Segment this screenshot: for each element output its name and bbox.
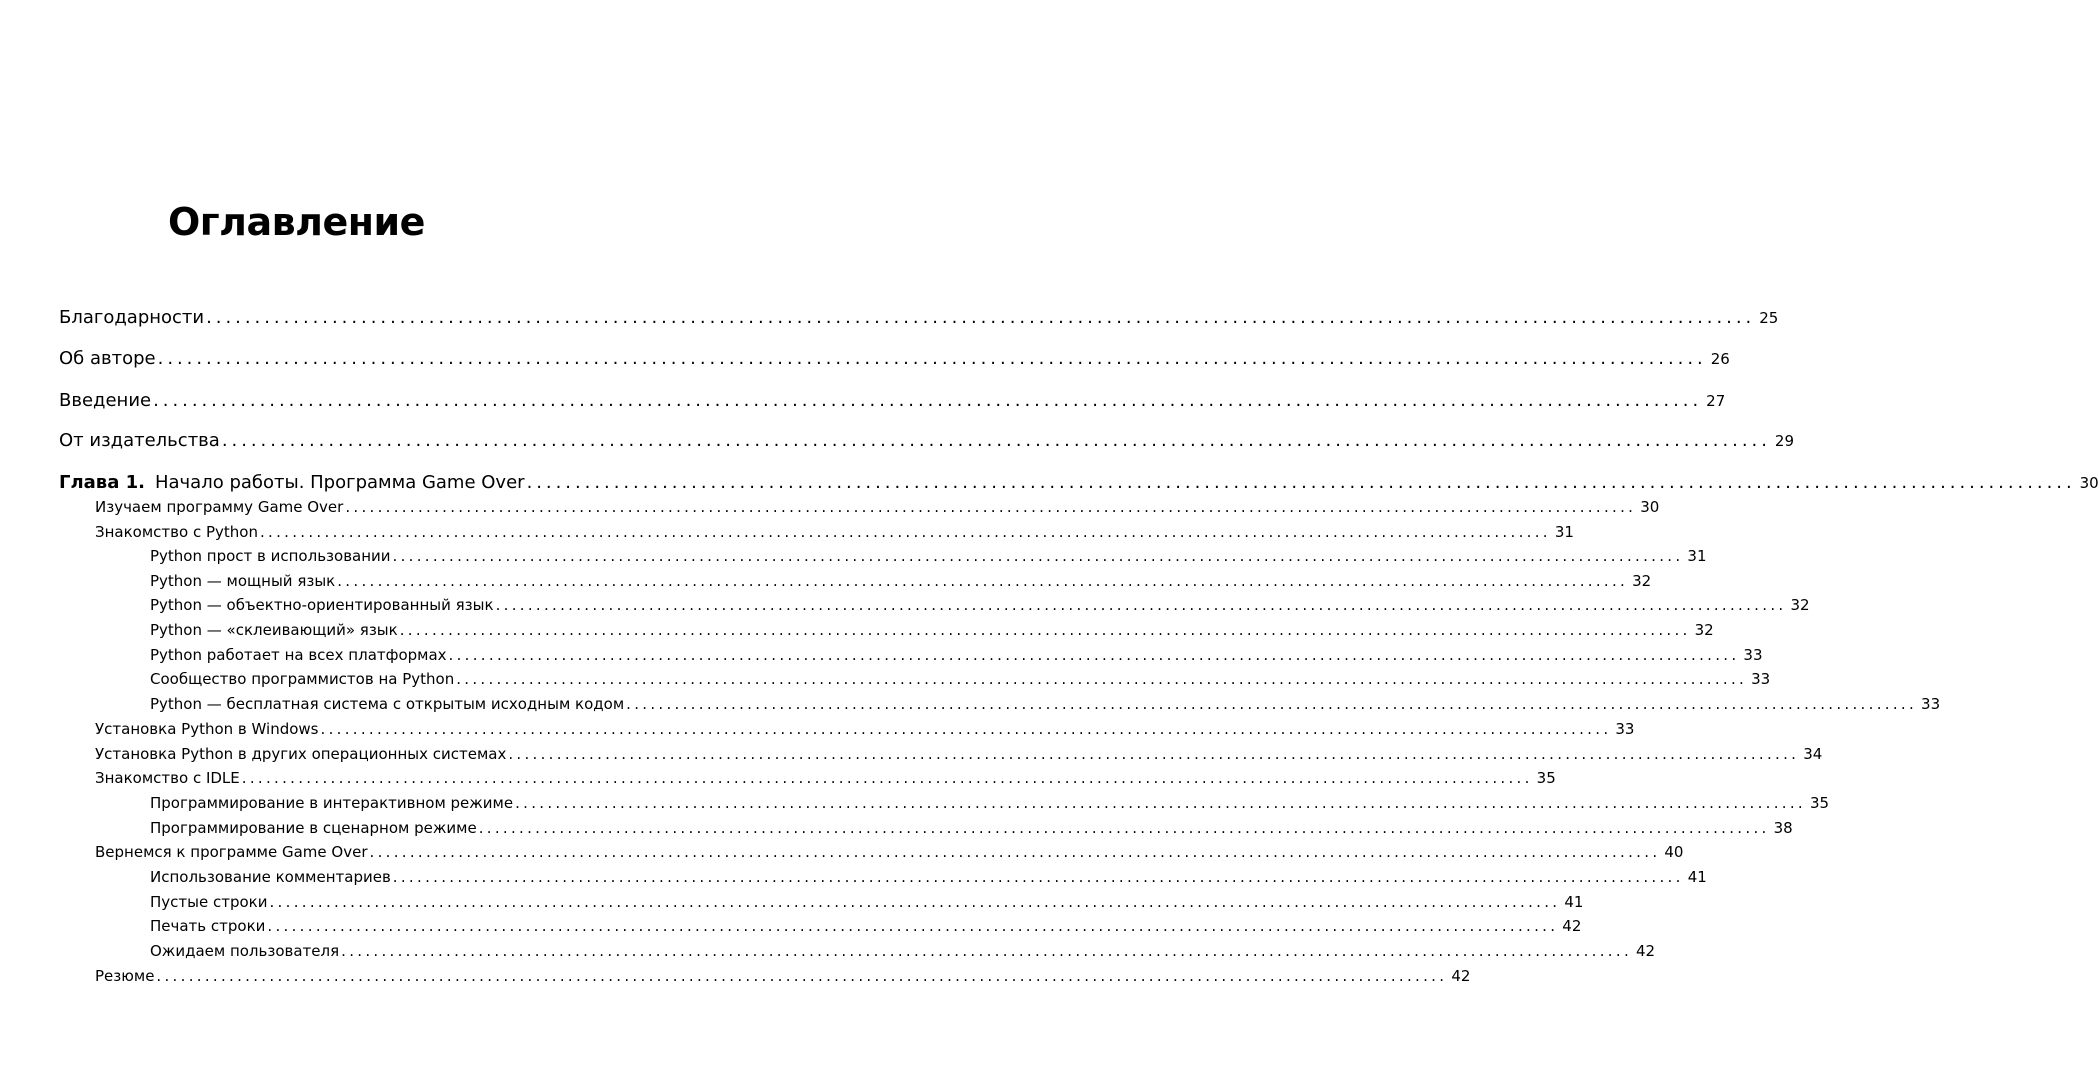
toc-subentry[interactable] [95,843,1684,861]
toc-page-number: 25 [1759,309,1779,327]
toc-entry-label: Об авторе [59,348,156,369]
toc-subentry[interactable] [150,572,1652,590]
chapter-number: Глава 1. [59,472,145,493]
toc-subentry[interactable] [95,745,1823,763]
toc-entry-label: Python прост в использовании [150,547,391,565]
dot-leader: ................................................................................................................................................................ [508,745,1800,763]
toc-subentry[interactable] [150,547,1707,565]
toc-page-number: 27 [1706,392,1726,410]
toc-page-number: 42 [1562,917,1582,935]
toc-entry-label: Знакомство с IDLE [95,769,240,787]
toc-page-number: 32 [1632,572,1652,590]
toc-subentry[interactable] [150,596,1810,614]
toc-page-number: 32 [1694,621,1714,639]
toc-page-number: 29 [1774,432,1794,450]
dot-leader: ................................................................................................................................................................ [259,523,1551,541]
toc-entry-label: Python — мощный язык [150,572,336,590]
dot-leader: ................................................................................................................................................................ [157,348,1707,369]
toc-subentry[interactable] [95,523,1574,541]
toc-subentry[interactable] [95,769,1556,787]
dot-leader: ................................................................................................................................................................ [206,307,1756,328]
dot-leader: ................................................................................................................................................................ [153,390,1703,411]
toc-page-number: 31 [1554,523,1574,541]
dot-leader: ................................................................................................................................................................ [392,868,1684,886]
toc-entry-label: Сообщество программистов на Python [150,670,455,688]
toc-page-number: 38 [1773,819,1793,837]
toc-page-number: 33 [1921,695,1941,713]
toc-page-number: 42 [1636,942,1656,960]
toc-page-number: 30 [1640,498,1660,516]
toc-subentry[interactable] [150,794,1830,812]
dot-leader: ................................................................................................................................................................ [526,472,2076,493]
dot-leader: ................................................................................................................................................................ [341,942,1633,960]
toc-entry[interactable] [59,348,1730,369]
toc-entry-label: Введение [59,390,152,411]
toc-subentry[interactable] [95,720,1635,738]
toc-page-number: 26 [1710,350,1730,368]
toc-page-number: 35 [1809,794,1830,812]
toc-page-number: 42 [1451,967,1471,985]
dot-leader: ................................................................................................................................................................ [626,695,1918,713]
dot-leader: ................................................................................................................................................................ [221,430,1771,451]
toc-entry-label: Программирование в сценарном режиме [150,819,477,837]
dot-leader: ................................................................................................................................................................ [337,572,1629,590]
dot-leader: ................................................................................................................................................................ [448,646,1740,664]
dot-leader: ................................................................................................................................................................ [156,967,1448,985]
toc-entry-label: Python — объектно-ориентированный язык [150,596,494,614]
toc-page-number: 33 [1743,646,1763,664]
toc-page-number: 40 [1664,843,1684,861]
toc-page-number: 30 [2079,474,2099,492]
toc-chapter-entry[interactable] [59,472,2099,493]
dot-leader: ................................................................................................................................................................ [269,893,1561,911]
toc-page-number: 31 [1687,547,1707,565]
toc-subentry[interactable] [150,646,1763,664]
toc-entry-label: Пустые строки [150,893,268,911]
toc-subentry[interactable] [150,893,1584,911]
toc-page-number: 32 [1790,596,1810,614]
toc-subentry[interactable] [150,819,1793,837]
toc-entry-label: Использование комментариев [150,868,391,886]
toc-entry-label: Вернемся к программе Game Over [95,843,368,861]
toc-entry[interactable] [59,390,1726,411]
dot-leader: ................................................................................................................................................................ [392,547,1684,565]
toc-entry-label: Ожидаем пользователя [150,942,340,960]
toc-page-number: 34 [1803,745,1823,763]
dot-leader: ................................................................................................................................................................ [399,621,1691,639]
dot-leader: ................................................................................................................................................................ [369,843,1661,861]
dot-leader: ................................................................................................................................................................ [345,498,1637,516]
toc-entry[interactable] [59,307,1779,328]
toc-entry-label: Python работает на всех платформах [150,646,447,664]
chapter-title: Начало работы. Программа Game Over [154,472,525,493]
toc-entry-label: Программирование в интерактивном режиме [150,794,514,812]
toc-subentry[interactable] [150,942,1656,960]
dot-leader: ................................................................................................................................................................ [241,769,1533,787]
dot-leader: ................................................................................................................................................................ [456,670,1748,688]
toc-page-number: 41 [1687,868,1707,886]
toc-subentry[interactable] [95,498,1660,516]
page-title: Оглавление [168,200,425,244]
toc-page-number: 33 [1751,670,1771,688]
toc-entry[interactable] [59,430,1794,451]
toc-entry-label: Знакомство с Python [95,523,258,541]
toc-entry-label: Благодарности [59,307,205,328]
toc-page-number: 41 [1564,893,1584,911]
toc-entry-label: Изучаем программу Game Over [95,498,344,516]
toc-entry-label: Печать строки [150,917,266,935]
dot-leader: ................................................................................................................................................................ [478,819,1770,837]
toc-entry-label: Python — бесплатная система с открытым исходным кодом [150,695,625,713]
toc-subentry[interactable] [150,670,1771,688]
dot-leader: ................................................................................................................................................................ [320,720,1612,738]
dot-leader: ................................................................................................................................................................ [515,794,1806,812]
toc-subentry[interactable] [95,967,1471,985]
dot-leader: ................................................................................................................................................................ [495,596,1787,614]
dot-leader: ................................................................................................................................................................ [267,917,1559,935]
toc-subentry[interactable] [150,621,1714,639]
toc-entry-label: Резюме [95,967,155,985]
toc-entry-label: От издательства [59,430,220,451]
toc-subentry[interactable] [150,917,1582,935]
toc-subentry[interactable] [150,695,1941,713]
toc-page-number: 33 [1615,720,1635,738]
toc-chapter-heading [59,472,525,493]
toc-entry-label: Установка Python в Windows [95,720,319,738]
toc-subentry[interactable] [150,868,1707,886]
toc-page-number: 35 [1536,769,1556,787]
toc-entry-label: Установка Python в других операционных системах [95,745,507,763]
toc-entry-label: Python — «склеивающий» язык [150,621,398,639]
